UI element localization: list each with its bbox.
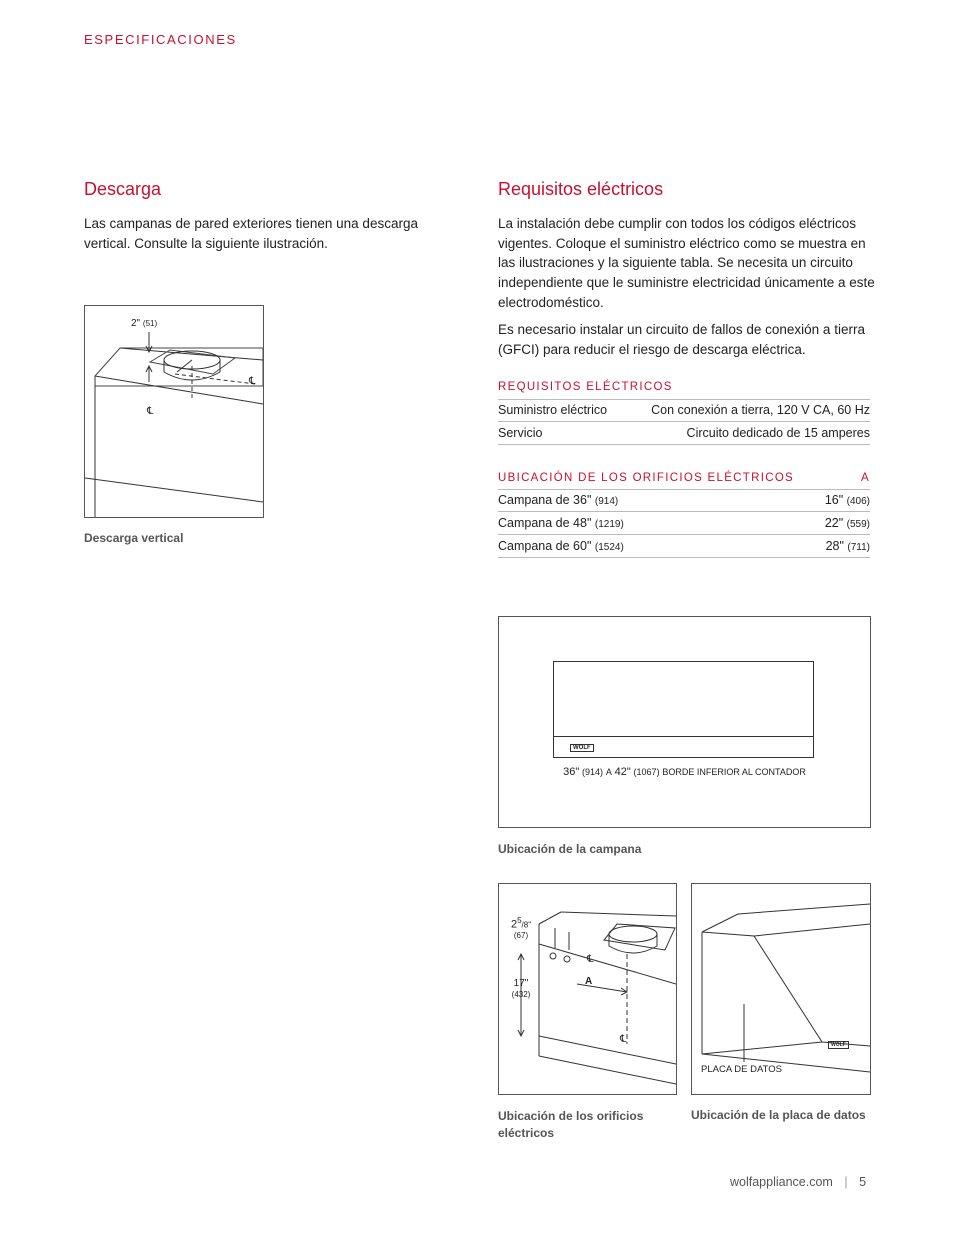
table-row <box>498 535 870 558</box>
descarga-caption: Descarga vertical <box>84 531 184 545</box>
row-value: 28" (711) <box>772 535 870 558</box>
row-value: 22" (559) <box>772 512 870 535</box>
section-tag: ESPECIFICACIONES <box>84 32 237 47</box>
row-value: Con conexión a tierra, 120 V CA, 60 Hz <box>622 399 870 422</box>
row-label: Campana de 36" (914) <box>498 489 772 512</box>
outlet-location-table <box>498 489 870 558</box>
data-plate-label: PLACA DE DATOS <box>701 1064 782 1075</box>
row-label: Campana de 60" (1524) <box>498 535 772 558</box>
footer <box>730 1175 866 1189</box>
centerline-symbol: ℄ <box>147 406 154 417</box>
data-plate-illustration <box>692 884 870 1094</box>
descarga-heading: Descarga <box>84 179 162 199</box>
row-value: 16" (406) <box>772 489 870 512</box>
requisitos-paragraph-1: La instalación debe cumplir con todos los códigos eléctricos vigentes. Coloque el suministro eléctrico como se muestra en las ilustraciones y la siguiente tabla. Se necesita un circuito independiente que le suministre electricidad únicamente a este electrodoméstico. <box>498 216 875 310</box>
dimension-a-label: A <box>585 976 593 987</box>
hood-location-figure <box>498 616 871 828</box>
data-plate-caption: Ubicación de la placa de datos <box>691 1108 866 1122</box>
centerline-symbol: ℄ <box>587 954 594 965</box>
page-number: 5 <box>859 1175 867 1189</box>
wolf-logo-badge: WOLF <box>828 1041 849 1049</box>
requisitos-paragraph-2: Es necesario instalar un circuito de fallos de conexión a tierra (GFCI) para reducir el riesgo de descarga eléctrica. <box>498 322 865 357</box>
centerline-symbol: ℄ <box>249 376 256 387</box>
outlet-offset-dimension: $2^5/8$" (67) <box>510 916 532 941</box>
table-row <box>498 489 870 512</box>
table-row <box>498 399 870 422</box>
row-label: Servicio <box>498 422 622 445</box>
centerline-symbol: ℄ <box>620 1034 627 1045</box>
wolf-logo-badge: WOLF <box>570 744 594 752</box>
table-heading: REQUISITOS ELÉCTRICOS <box>498 381 673 393</box>
mounting-height-label: 36" (914) A 42" (1067) BORDE INFERIOR AL CONTADOR <box>563 766 806 778</box>
footer-site-link[interactable]: wolfappliance.com <box>730 1175 833 1189</box>
row-label: Suministro eléctrico <box>498 399 622 422</box>
data-plate-figure <box>691 883 871 1095</box>
requisitos-heading: Requisitos eléctricos <box>498 179 664 199</box>
outlet-height-dimension: 17" (432) <box>511 978 531 999</box>
outlet-location-figure <box>498 883 677 1095</box>
row-label: Campana de 48" (1219) <box>498 512 772 535</box>
table-row <box>498 512 870 535</box>
hood-front-outline <box>553 661 814 758</box>
electrical-requirements-table <box>498 399 870 445</box>
descarga-figure <box>84 305 264 518</box>
table-row <box>498 422 870 445</box>
column-header-a: A <box>861 472 870 484</box>
row-value: Circuito dedicado de 15 amperes <box>622 422 870 445</box>
descarga-text: Las campanas de pared exteriores tienen una descarga vertical. Consulte la siguiente ilustración. <box>84 216 418 251</box>
footer-separator: | <box>844 1175 848 1189</box>
outlet-location-caption: Ubicación de los orificios eléctricos <box>498 1109 644 1140</box>
dimension-label: 2" (51) <box>131 318 158 329</box>
hood-location-caption: Ubicación de la campana <box>498 842 642 856</box>
table-heading: UBICACIÓN DE LOS ORIFICIOS ELÉCTRICOS A <box>498 472 870 484</box>
vertical-discharge-illustration <box>85 306 263 517</box>
